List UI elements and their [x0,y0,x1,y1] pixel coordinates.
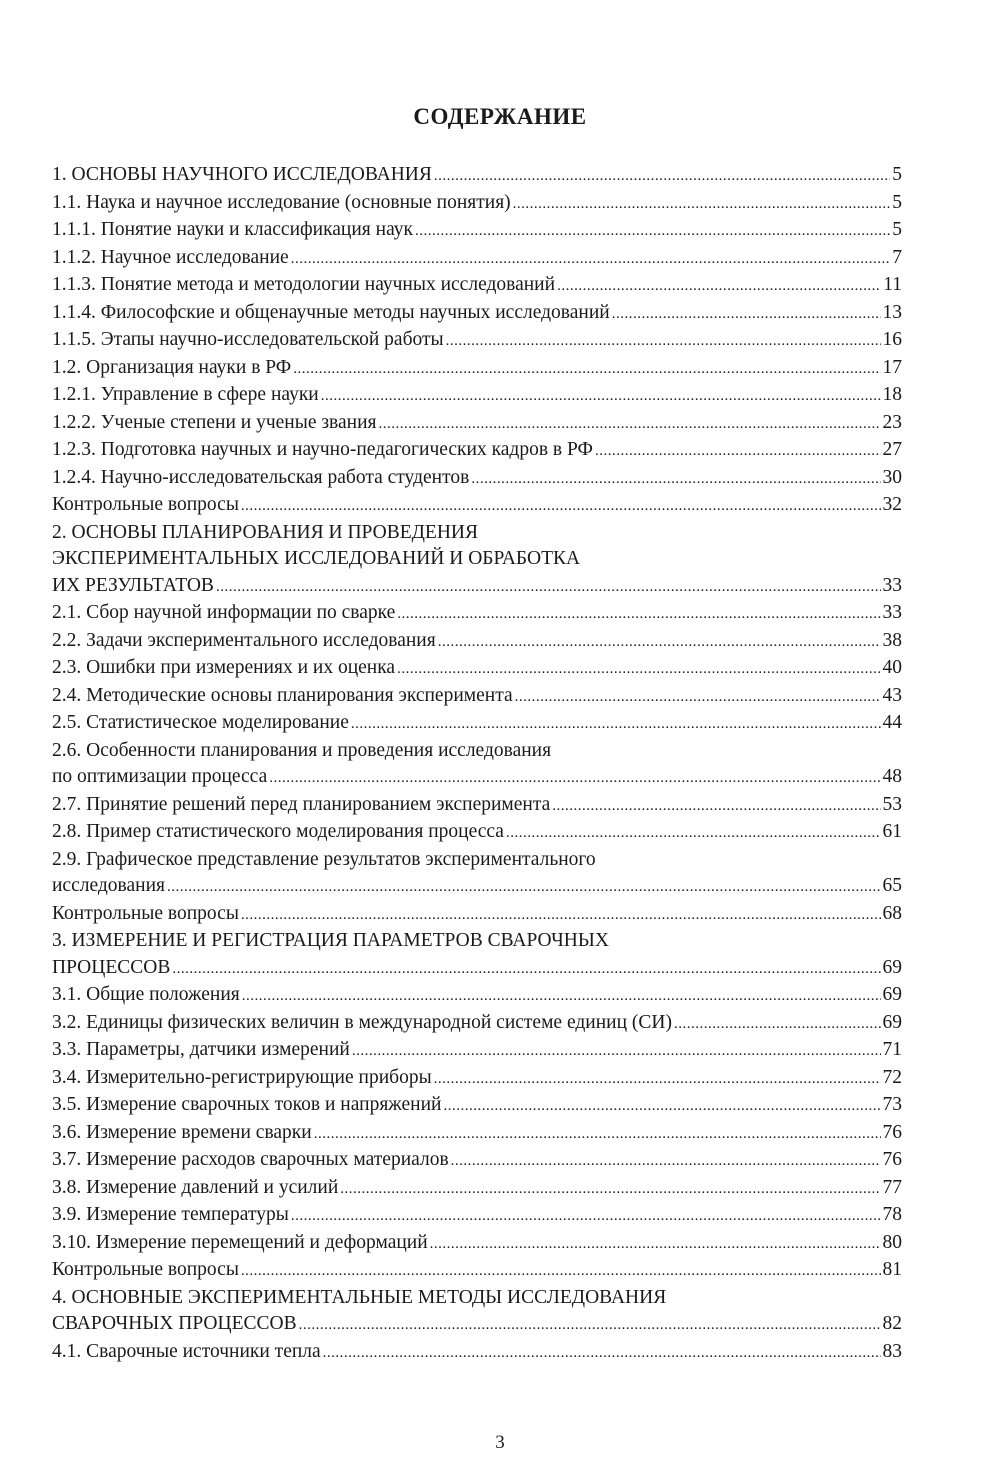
toc-page-number: 69 [882,956,902,978]
toc-entry[interactable] [52,819,902,847]
dot-leader [397,656,880,683]
toc-entry-line [52,573,902,601]
toc-entry[interactable] [52,1339,902,1367]
toc-entry-title: 3.1. Общие положения [52,984,240,1005]
toc-entry-line [52,410,902,438]
toc-entry[interactable] [52,492,902,520]
toc-entry-line [52,355,902,383]
toc-page-number: 72 [882,1066,902,1088]
dot-leader [340,1176,880,1203]
dot-leader [513,191,891,218]
toc-page-number: 5 [892,219,902,240]
toc-page-number: 17 [882,356,902,378]
toc-entry-line [52,1120,902,1148]
toc-entry[interactable] [52,217,902,245]
toc-entry-title: СВАРОЧНЫХ ПРОЦЕССОВ [52,1313,297,1334]
toc-entry[interactable] [52,792,902,820]
dot-leader [291,246,891,273]
toc-entry[interactable] [52,738,902,792]
toc-entry-line [52,190,902,218]
toc-entry[interactable] [52,1175,902,1203]
toc-entry[interactable] [52,847,902,901]
toc-entry-title: 1.2.1. Управление в сфере науки [52,384,319,405]
toc-entry-line [52,982,902,1010]
toc-entry-line [52,1065,902,1093]
toc-entry[interactable] [52,1120,902,1148]
toc-page-number: 76 [882,1121,902,1143]
toc-page-number: 33 [882,574,902,596]
toc-entry[interactable] [52,382,902,410]
toc-entry-title: 3.6. Измерение времени сварки [52,1121,312,1143]
toc-entry-title: Контрольные вопросы [52,1259,239,1280]
toc-entry-line [52,327,902,355]
toc-entry[interactable] [52,1147,902,1175]
toc-page-number: 53 [882,793,902,815]
dot-leader [241,1258,881,1285]
toc-entry-title: 1.2. Организация науки в РФ [52,356,292,378]
toc-page-number: 68 [882,902,902,924]
toc-entry-title: 1.1.1. Понятие науки и классификация наук [52,219,413,240]
toc-page-number: 82 [882,1313,902,1334]
toc-page-number: 38 [882,629,902,651]
toc-entry-line [52,764,902,792]
toc-entry-title: 1.1.2. Научное исследование [52,246,289,268]
toc-page-number: 40 [882,657,902,678]
toc-entry[interactable] [52,1285,902,1339]
toc-entry[interactable] [52,683,902,711]
toc-page-number: 30 [882,466,902,488]
toc-entry[interactable] [52,1257,902,1285]
toc-entry[interactable] [52,437,902,465]
toc-page-number: 71 [882,1039,902,1060]
toc-entry[interactable] [52,272,902,300]
toc-page-number: 32 [882,494,902,515]
toc-entry-title: 1.2.2. Ученые степени и ученые звания [52,411,377,433]
toc-page-number: 11 [883,274,902,295]
toc-entry-title: 2.3. Ошибки при измерениях и их оценка [52,657,396,678]
toc-entry-line [52,819,902,847]
toc-entry-line [52,1010,902,1038]
toc-entry-title: 3.7. Измерение расходов сварочных материалов [52,1149,449,1170]
toc-entry-line [52,792,902,820]
toc-entry[interactable] [52,628,902,656]
dot-leader [515,684,881,711]
toc-entry[interactable] [52,1230,902,1258]
toc-page-number: 5 [892,191,902,213]
toc-page-number: 73 [882,1094,902,1115]
toc-entry[interactable] [52,520,902,601]
toc-entry-title: 3.4. Измерительно-регистрирующие приборы [52,1066,432,1088]
dot-leader [506,820,881,847]
toc-entry-line [52,300,902,328]
toc-entry-title: 2.5. Статистическое моделирование [52,712,349,733]
toc-entry[interactable] [52,1065,902,1093]
toc-entry[interactable] [52,982,902,1010]
toc-entry-line [52,1230,902,1258]
toc-entry[interactable] [52,1037,902,1065]
toc-page-number: 27 [882,439,902,460]
toc-entry-title: исследования [52,875,165,896]
toc-entry[interactable] [52,928,902,982]
toc-entry-line [52,683,902,711]
dot-leader [612,301,881,328]
toc-entry-title: 1.1.4. Философские и общенаучные методы научных исследований [52,301,610,323]
toc-entry-line [52,382,902,410]
toc-page-number: 61 [882,821,902,842]
toc-entry-title: 1. ОСНОВЫ НАУЧНОГО ИССЛЕДОВАНИЯ [52,164,432,185]
toc-entry[interactable] [52,1202,902,1230]
toc-entry-title-line: 2.9. Графическое представление результатов экспериментального [52,848,596,870]
dot-leader [438,629,881,656]
toc-entry[interactable] [52,901,902,929]
toc-entry-title: по оптимизации процесса [52,766,268,787]
toc-page-number: 80 [882,1231,902,1253]
toc-entry-line [52,1311,902,1339]
dot-leader [415,218,890,245]
toc-page-number: 5 [892,164,902,185]
toc-entry[interactable] [52,300,902,328]
toc-page-number: 13 [882,301,902,323]
toc-entry[interactable] [52,162,902,190]
toc-page-number: 69 [882,984,902,1005]
dot-leader [397,601,880,628]
toc-page-number: 18 [882,384,902,405]
dot-leader [172,956,880,983]
toc-entry-title: 4.1. Сварочные источники тепла [52,1340,321,1362]
toc-entry[interactable] [52,710,902,738]
toc-entry-line [52,655,902,683]
toc-entry-line [52,1175,902,1203]
toc-entry-title: Контрольные вопросы [52,494,239,515]
toc-entry-line [52,1339,902,1367]
toc-page-number: 77 [882,1176,902,1198]
dot-leader [351,711,881,738]
toc-entry-title: Контрольные вопросы [52,902,239,924]
dot-leader [451,1148,881,1175]
toc-entry-title: 2.4. Методические основы планирования эксперимента [52,684,513,706]
toc-entry-title: 3.9. Измерение температуры [52,1204,289,1225]
dot-leader [321,383,881,410]
dot-leader [595,438,881,465]
toc-entry-title: 1.2.3. Подготовка научных и научно-педагогических кадров в РФ [52,439,593,460]
dot-leader [443,1093,880,1120]
toc-entry-line [52,955,902,983]
toc-entry-line [52,465,902,493]
toc-entry-line [52,901,902,929]
toc-entry[interactable] [52,1010,902,1038]
toc-entry-title-line: 4. ОСНОВНЫЕ ЭКСПЕРИМЕНТАЛЬНЫЕ МЕТОДЫ ИССЛЕДОВАНИЯ [52,1286,667,1308]
dot-leader [269,765,880,792]
dot-leader [167,874,881,901]
toc-entry-title: 3.8. Измерение давлений и усилий [52,1176,339,1198]
dot-leader [241,902,881,929]
dot-leader [352,1038,881,1065]
dot-leader [674,1011,881,1038]
dot-leader [430,1231,881,1258]
toc-entry-title: ИХ РЕЗУЛЬТАТОВ [52,574,214,596]
toc-entry-title: 2.8. Пример статистического моделирования процесса [52,821,504,842]
toc-page-number: 65 [882,875,902,896]
toc-page-number: 81 [882,1259,902,1280]
dot-leader [216,574,881,601]
dot-leader [323,1340,881,1367]
toc-entry-line [52,492,902,520]
toc-entry[interactable] [52,655,902,683]
toc-entry-title-line: 2.6. Особенности планирования и проведения исследования [52,739,552,761]
toc-entry-title: 1.1. Наука и научное исследование (основные понятия) [52,191,511,213]
toc-entry-line [52,1092,902,1120]
toc-page-number: 16 [882,329,902,350]
page-title: СОДЕРЖАНИЕ [413,104,587,129]
toc-page-number: 7 [892,246,902,268]
toc-entry-line [52,1037,902,1065]
dot-leader [299,1312,881,1339]
footer-page-number: 3 [495,1432,505,1453]
dot-leader [446,328,881,355]
toc-entry[interactable] [52,410,902,438]
toc-page-number: 83 [882,1340,902,1362]
dot-leader [434,163,890,190]
toc-page-number: 43 [882,684,902,706]
toc-page-number: 78 [882,1204,902,1225]
toc-entry[interactable] [52,190,902,218]
toc-entry[interactable] [52,327,902,355]
toc-page-number: 44 [882,712,902,733]
dot-leader [242,983,881,1010]
dot-leader [434,1066,881,1093]
dot-leader [293,356,880,383]
toc-page-number: 69 [882,1011,902,1033]
toc-entry-title: 2.2. Задачи экспериментального исследования [52,629,436,651]
toc-entry-title: 3.5. Измерение сварочных токов и напряжений [52,1094,442,1115]
toc-entry[interactable] [52,465,902,493]
toc-entry-title: 1.2.4. Научно-исследовательская работа студентов [52,466,470,488]
dot-leader [291,1203,881,1230]
toc-entry-line [52,600,902,628]
toc-entry-line [52,245,902,273]
toc-entry-title: 1.1.5. Этапы научно-исследовательской работы [52,329,444,350]
toc-entry[interactable] [52,355,902,383]
dot-leader [241,493,881,520]
dot-leader [557,273,881,300]
dot-leader [552,793,880,820]
toc-entry[interactable] [52,600,902,628]
toc-entry-line [52,1147,902,1175]
toc-entry-title: 2.7. Принятие решений перед планированием эксперимента [52,793,551,815]
dot-leader [379,411,881,438]
table-of-contents [52,162,902,1366]
toc-entry-title: 2.1. Сбор научной информации по сварке [52,602,396,623]
toc-entry-line [52,1202,902,1230]
toc-entry-line [52,710,902,738]
toc-entry-line [52,437,902,465]
toc-entry[interactable] [52,1092,902,1120]
toc-entry-line [52,1257,902,1285]
toc-entry-line [52,628,902,656]
toc-entry-line [52,873,902,901]
toc-entry-line [52,272,902,300]
toc-entry-title: 3.10. Измерение перемещений и деформаций [52,1231,428,1253]
toc-page-number: 48 [882,766,902,787]
toc-entry-title: 3.2. Единицы физических величин в международной системе единиц (СИ) [52,1011,672,1033]
toc-entry-title-line: ЭКСПЕРИМЕНТАЛЬНЫХ ИССЛЕДОВАНИЙ И ОБРАБОТКА [52,548,581,569]
toc-page-number: 33 [882,602,902,623]
toc-entry-title-line: 3. ИЗМЕРЕНИЕ И РЕГИСТРАЦИЯ ПАРАМЕТРОВ СВАРОЧНЫХ [52,930,609,951]
dot-leader [471,466,880,493]
toc-page-number: 76 [882,1149,902,1170]
toc-entry-title-line: 2. ОСНОВЫ ПЛАНИРОВАНИЯ И ПРОВЕДЕНИЯ [52,521,479,543]
toc-entry[interactable] [52,245,902,273]
toc-entry-title: 3.3. Параметры, датчики измерений [52,1039,350,1060]
toc-entry-line [52,162,902,190]
toc-entry-title: 1.1.3. Понятие метода и методологии научных исследований [52,274,556,295]
toc-entry-title: ПРОЦЕССОВ [52,956,171,978]
dot-leader [314,1121,881,1148]
toc-page-number: 23 [882,411,902,433]
toc-entry-line [52,217,902,245]
